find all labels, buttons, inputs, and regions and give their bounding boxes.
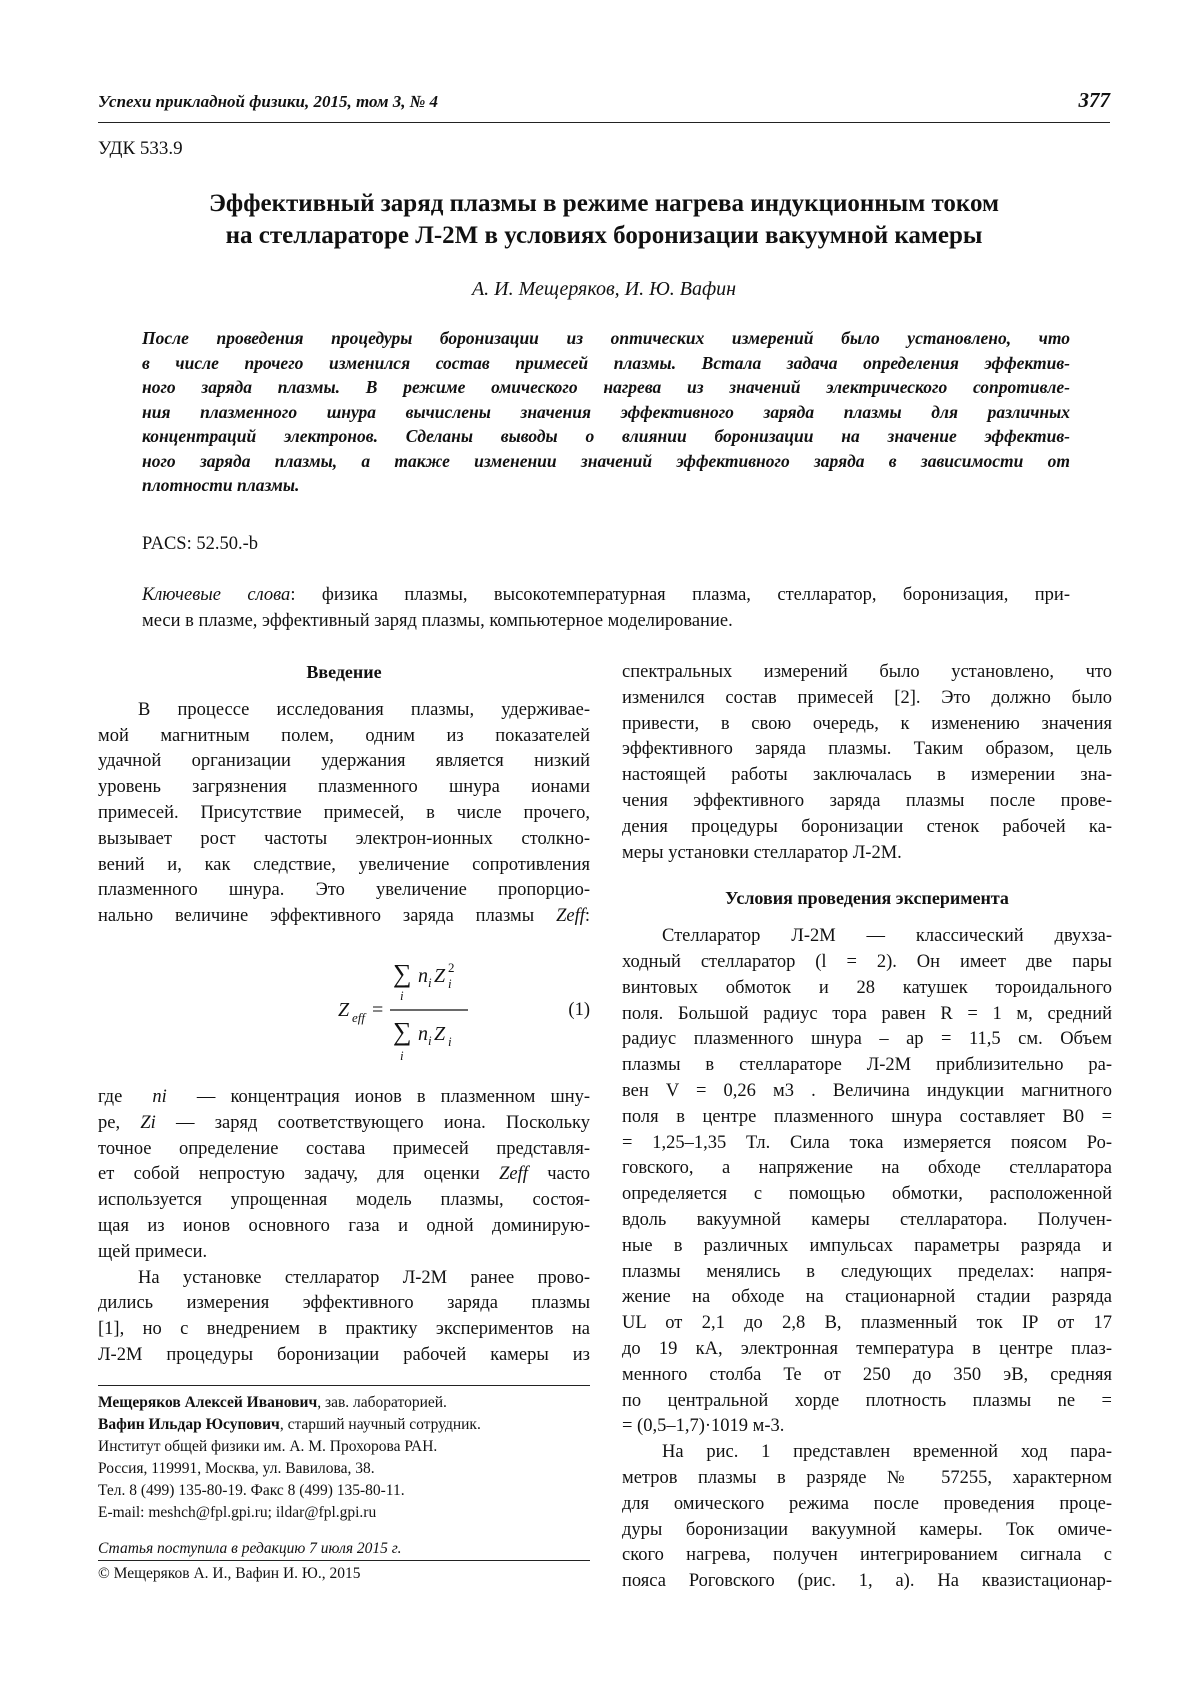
keywords-label: Ключевые слова: [142, 585, 291, 605]
text-line: используется упрощенная модель плазмы, состоя-: [98, 1190, 590, 1211]
text-fragment: часто: [547, 1164, 591, 1185]
text-line: удачной организации удержания является низкий: [98, 751, 590, 772]
copyright: © Мещеряков А. И., Вафин И. Ю., 2015: [98, 1565, 361, 1582]
author1-role: , зав. лабораторией.: [317, 1394, 447, 1411]
text-line: На установке стелларатор Л-2М ранее прово-: [138, 1267, 590, 1288]
running-header: [98, 88, 1110, 123]
text-line: метров плазмы в разряде № 57255, характерном: [622, 1467, 1112, 1488]
svg-text:=: =: [372, 999, 384, 1021]
text-line: [98, 1111, 590, 1137]
abstract-line: ния плазменного шнура вычислены значения эффективного заряда плазмы для различных: [142, 401, 1070, 422]
text-line: нально величине эффективного заряда плазмы Zeff:: [98, 906, 590, 927]
abstract-line: ного заряда плазмы, а также изменении значений эффективного заряда в зависимости от: [142, 450, 1070, 471]
journal-title: Успехи прикладной физики, 2015, том 3, № 4: [98, 92, 439, 111]
text-line: говского, а напряжение на обходе стелларатора: [622, 1158, 1112, 1179]
text-line: В процессе исследования плазмы, удерживае-: [138, 699, 590, 720]
text-line: примесей. Присутствие примесей, в числе прочего,: [98, 802, 590, 823]
text-line: плазмы в стеллараторе Л-2М приблизительно ра-: [622, 1055, 1112, 1076]
svg-text:Z: Z: [434, 1023, 446, 1045]
text-line: ные в различных импульсах параметры разряда и: [622, 1235, 1112, 1256]
svg-text:Z: Z: [338, 999, 350, 1021]
text-line: щая из ионов основного газа и одной доминирую-: [98, 1215, 590, 1236]
udk-code: УДК 533.9: [98, 138, 183, 159]
abstract-line: в числе прочего изменился состав примесей плазмы. Встала задача определения эффектив-: [142, 352, 1070, 373]
author2-name: Вафин Ильдар Юсупович: [98, 1416, 280, 1433]
text-line: эффективного заряда плазмы. Таким образом, цель: [622, 739, 1112, 760]
keywords: [142, 582, 1070, 634]
text-line: по центральной хорде плотность плазмы ne =: [622, 1390, 1112, 1411]
section-heading-conditions: Условия проведения эксперимента: [725, 888, 1009, 909]
text-fragment: — концентрация ионов в плазменном шну-: [196, 1087, 590, 1107]
right-column: [622, 660, 1112, 1595]
footnote-email: E-mail: meshch@fpl.gpi.ru; ildar@fpl.gpi.ru: [98, 1504, 377, 1521]
footnote: [98, 1392, 590, 1560]
svg-text:i: i: [400, 1048, 404, 1063]
section-heading-introduction: Введение: [306, 662, 382, 682]
text-fragment: нально величине эффективного заряда плазмы: [98, 906, 535, 927]
text-line: Л-2М процедуры боронизации рабочей камеры из: [98, 1344, 590, 1365]
svg-text:i: i: [428, 975, 432, 990]
authors: А. И. Мещеряков, И. Ю. Вафин: [471, 278, 737, 300]
text-fragment: ет собой непростую задачу, для оценки: [98, 1164, 480, 1185]
text-line: точное определение состава примесей представля-: [98, 1138, 590, 1159]
abstract-line: ного заряда плазмы. В режиме омического нагрева из значений электрического сопротивле-: [142, 377, 1070, 397]
text-line: плазменного шнура. Это увеличение пропорцио-: [98, 880, 590, 901]
text-line: = 1,25–1,35 Тл. Сила тока измеряется поясом Ро-: [622, 1132, 1112, 1153]
svg-text:i: i: [400, 988, 404, 1003]
author1-name: Мещеряков Алексей Иванович: [98, 1394, 318, 1411]
svg-text:i: i: [448, 1034, 452, 1049]
svg-text:i: i: [428, 1033, 432, 1048]
text-line: вызывает рост частоты электрон-ионных столкно-: [98, 828, 590, 849]
svg-text:n: n: [418, 1023, 428, 1045]
footnote-line: Тел. 8 (499) 135-80-19. Факс 8 (499) 135-80-11.: [98, 1482, 405, 1499]
text-line: мой магнитным полем, одним из показателей: [98, 725, 590, 746]
svg-text:eff: eff: [352, 1010, 365, 1025]
text-line: дились измерения эффективного заряда плазмы: [98, 1293, 590, 1314]
text-line: дуры боронизации вакуумной камеры. Ток омиче-: [622, 1519, 1112, 1540]
text-fragment: — заряд соответствующего иона. Поскольку: [176, 1112, 590, 1133]
svg-text:n: n: [418, 965, 428, 987]
keywords-text: : физика плазмы, высокотемпературная плазма, стелларатор, боронизация, при-: [290, 585, 1070, 605]
text-line: [98, 1162, 590, 1188]
keywords-line: меси в плазме, эффективный заряд плазмы, компьютерное моделирование.: [142, 611, 733, 631]
text-line: для омического режима после проведения проце-: [622, 1493, 1112, 1514]
zeff-symbol: Zeff: [499, 1164, 528, 1185]
svg-text:Z: Z: [434, 965, 446, 987]
pacs-code: PACS: 52.50.-b: [142, 534, 259, 554]
text-line: винтовых обмоток и 28 катушек тороидального: [622, 977, 1112, 998]
received-date: Статья поступила в редакцию 7 июля 2015 г.: [98, 1540, 402, 1557]
text-line: определяется с помощью обмотки, расположенной: [622, 1184, 1112, 1205]
text-line: чения эффективного заряда плазмы после прове-: [622, 790, 1112, 811]
text-line: изменился состав примесей [2]. Это должно было: [622, 687, 1112, 708]
equation-number: (1): [568, 1000, 590, 1020]
text-line: вдоль вакуумной камеры стелларатора. Получен-: [622, 1209, 1112, 1230]
text-line: [98, 1085, 590, 1111]
text-line: вений и, как следствие, увеличение сопротивления: [98, 854, 590, 875]
ni-symbol: ni: [152, 1087, 167, 1107]
text-line: щей примеси.: [98, 1241, 208, 1262]
text-line: привести, в свою очередь, к изменению значения: [622, 713, 1112, 734]
text-line: ходный стелларатор (l = 2). Он имеет две пары: [622, 951, 1112, 972]
text-line: поля. Большой радиус тора равен R = 1 м, средний: [622, 1003, 1112, 1024]
text-line: [1], но с внедрением в практику экспериментов на: [98, 1319, 590, 1340]
svg-text:2: 2: [448, 960, 455, 975]
text-line: меры установки стелларатор Л-2М.: [622, 842, 902, 863]
left-column-cont: [98, 1085, 590, 1369]
text-line: ского нагрева, получен интегрированием сигнала с: [622, 1545, 1112, 1566]
svg-text:∑: ∑: [393, 959, 412, 988]
text-line: настоящей работы заключалась в измерении зна-: [622, 765, 1112, 786]
text-line: менного столба Te от 250 до 350 эВ, средняя: [622, 1364, 1112, 1385]
text-fragment: ре,: [98, 1112, 121, 1133]
left-column: [98, 660, 590, 930]
footnote-line: Россия, 119991, Москва, ул. Вавилова, 38.: [98, 1460, 375, 1477]
text-line: спектральных измерений было установлено, что: [622, 662, 1112, 682]
footnote-author1: [98, 1392, 590, 1414]
text-line: пояса Роговского (рис. 1, а). На квазистационар-: [622, 1571, 1112, 1592]
author2-role: , старший научный сотрудник.: [279, 1416, 481, 1433]
svg-text:∑: ∑: [393, 1017, 412, 1046]
page-number: 377: [1078, 88, 1110, 112]
zi-symbol: Zi: [140, 1112, 156, 1133]
text-fragment: где: [98, 1087, 123, 1107]
keywords-line: [142, 582, 1070, 608]
text-line: уровень загрязнения плазменного шнура ионами: [98, 777, 590, 798]
text-line: жение на обходе на стационарной стадии разряда: [622, 1287, 1112, 1308]
footnote-line: Институт общей физики им. А. М. Прохорова РАН.: [98, 1438, 438, 1455]
abstract-line: После проведения процедуры боронизации из оптических измерений было установлено, что: [142, 328, 1070, 348]
abstract: [142, 326, 1070, 498]
paper-title: [98, 188, 1110, 252]
zeff-symbol: Zeff: [556, 906, 585, 927]
abstract-line: плотности плазмы.: [142, 475, 300, 495]
text-line: UL от 2,1 до 2,8 В, плазменный ток IP от 17: [622, 1313, 1112, 1334]
title-line: на стеллараторе Л-2М в условиях боронизации вакуумной камеры: [225, 222, 983, 249]
text-line: до 19 кА, электронная температура в центре плаз-: [622, 1338, 1112, 1359]
svg-text:i: i: [448, 976, 452, 991]
text-line: плазмы менялись в следующих пределах: напря-: [622, 1261, 1112, 1282]
text-line: поля в центре плазменного шнура составляет B0 =: [622, 1106, 1112, 1127]
title-line: Эффективный заряд плазмы в режиме нагрева индукционным током: [208, 190, 1000, 217]
footnote-author2: [98, 1414, 590, 1436]
text-line: = (0,5–1,7)·1019 м-3.: [622, 1416, 785, 1437]
zeff-formula: [226, 952, 606, 1072]
text-line: На рис. 1 представлен временной ход пара-: [662, 1442, 1112, 1463]
text-line: вен V = 0,26 м3 . Величина индукции магнитного: [622, 1080, 1112, 1101]
abstract-line: концентраций электронов. Сделаны выводы о влиянии боронизации на значение эффектив-: [142, 426, 1070, 446]
text-line: дения процедуры боронизации стенок рабочей ка-: [622, 816, 1112, 837]
text-line: Стелларатор Л-2М — классический двухза-: [662, 926, 1112, 947]
text-line: радиус плазменного шнура – ap = 11,5 см. Объем: [622, 1029, 1112, 1050]
footnote-divider: [98, 1385, 590, 1386]
copyright-divider: [98, 1560, 590, 1561]
equation-1: [98, 952, 590, 1072]
